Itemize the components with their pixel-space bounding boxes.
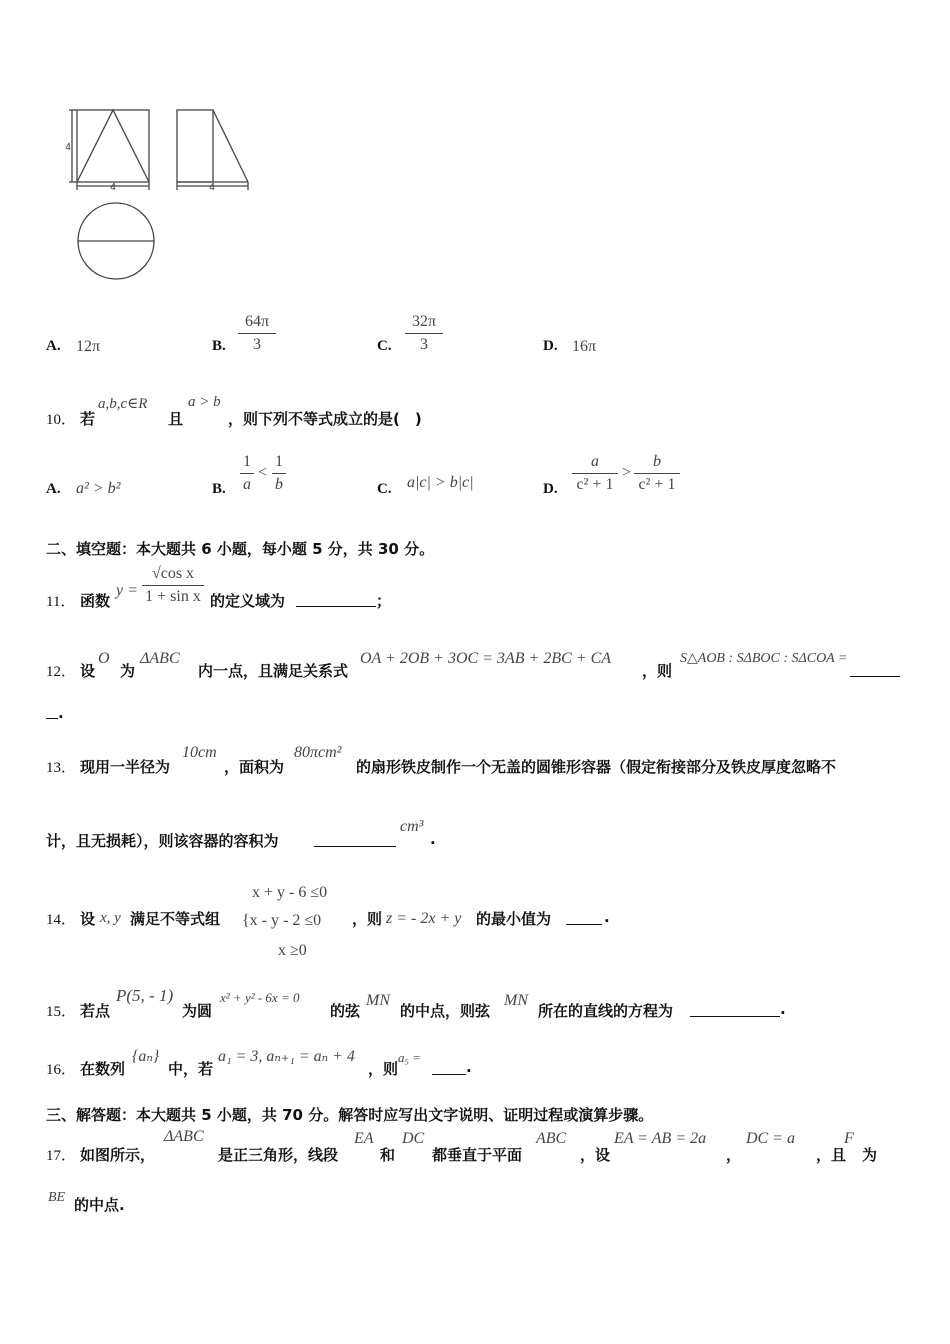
side-view-rect <box>177 110 213 182</box>
q15-answer-blank <box>690 1000 780 1017</box>
question-15: 15． 若点 P(5, - 1) 为圆 x² + y² - 6x = 0 的弦 MN 的中点，则弦 MN 所在的直线的方程为 . <box>46 986 786 1020</box>
question-13: 13． 现用一半径为 10cm ，面积为 80πcm² 的扇形铁皮制作一个无盖的圆锥形容器（假定衔接部分及铁皮厚度忽略不 计，且无损耗），则该容器的容积为 cm³ . <box>46 744 837 850</box>
q16-answer-blank <box>432 1058 466 1075</box>
question-12: 12． 设 O 为 ΔABC 内一点，且满足关系式 OA + 2OB + 3OC = 3AB + 2BC + CA ，则 S△AOB : SΔBOC : SΔCOA = . <box>46 646 906 726</box>
q10-option-d-value: a c² + 1 > b c² + 1 <box>572 452 692 500</box>
q9-option-b-label: B. <box>212 338 226 354</box>
q10-option-b-value: 1 a < 1 b <box>240 452 300 500</box>
section-3-heading: 三、解答题：本大题共 5 小题，共 70 分。解答时应写出文字说明、证明过程或演算步骤。 <box>46 1106 654 1124</box>
side-dim-w-label: 4 <box>209 182 215 193</box>
front-view-triangle <box>77 110 149 182</box>
q9-option-b-fraction: 64π 3 <box>238 312 276 355</box>
q10-option-b-label: B. <box>212 481 226 497</box>
q9-option-d-label: D. <box>543 338 558 354</box>
three-view-figure <box>60 100 260 280</box>
q10-option-d-label: D. <box>543 481 558 497</box>
question-10-stem: 10． 若 a,b,c∈R 且 a > b ，则下列不等式成立的是( ) <box>46 394 422 428</box>
front-view-square <box>77 110 149 182</box>
question-17: 17． 如图所示， ΔABC 是正三角形，线段 EA 和 DC 都垂直于平面 ABC ，设 EA = AB = 2a ， DC = a ，且 F 为 BE 的中点. <box>46 1128 878 1214</box>
q10-option-a-value: a² > b² <box>76 480 121 497</box>
question-11: 11． 函数 y = √cos x 1 + sin x 的定义域为 ； <box>46 565 392 610</box>
q12-answer-blank <box>850 660 900 677</box>
q14-answer-blank <box>566 908 602 925</box>
q10-option-a-label: A. <box>46 481 61 497</box>
question-14: 14． 设 x, y 满足不等式组 x + y - 6 ≤0 {x - y - 2 ≤0 x ≥0 ，则 z = - 2x + y 的最小值为 . <box>46 884 610 959</box>
q11-answer-blank <box>296 590 376 607</box>
front-dim-w-label: 4 <box>110 182 116 193</box>
q13-answer-blank <box>314 830 396 847</box>
q9-option-c-label: C. <box>377 338 392 354</box>
q9-option-a-label: A. <box>46 338 61 354</box>
front-dim-h-label: 4 <box>65 142 71 153</box>
q9-option-a-value: 12π <box>76 338 101 355</box>
question-16: 16． 在数列 {aₙ} 中，若 a₁ = 3, aₙ₊₁ = aₙ + 4 ，则 a₅ = . <box>46 1048 472 1078</box>
side-view-slope <box>213 110 248 182</box>
q9-option-c-fraction: 32π 3 <box>405 312 443 355</box>
q9-option-d-value: 16π <box>572 338 597 355</box>
q10-option-c-value: a|c| > b|c| <box>407 474 474 491</box>
q10-option-c-label: C. <box>377 481 392 497</box>
section-2-heading: 二、填空题：本大题共 6 小题，每小题 5 分，共 30 分。 <box>46 540 435 558</box>
